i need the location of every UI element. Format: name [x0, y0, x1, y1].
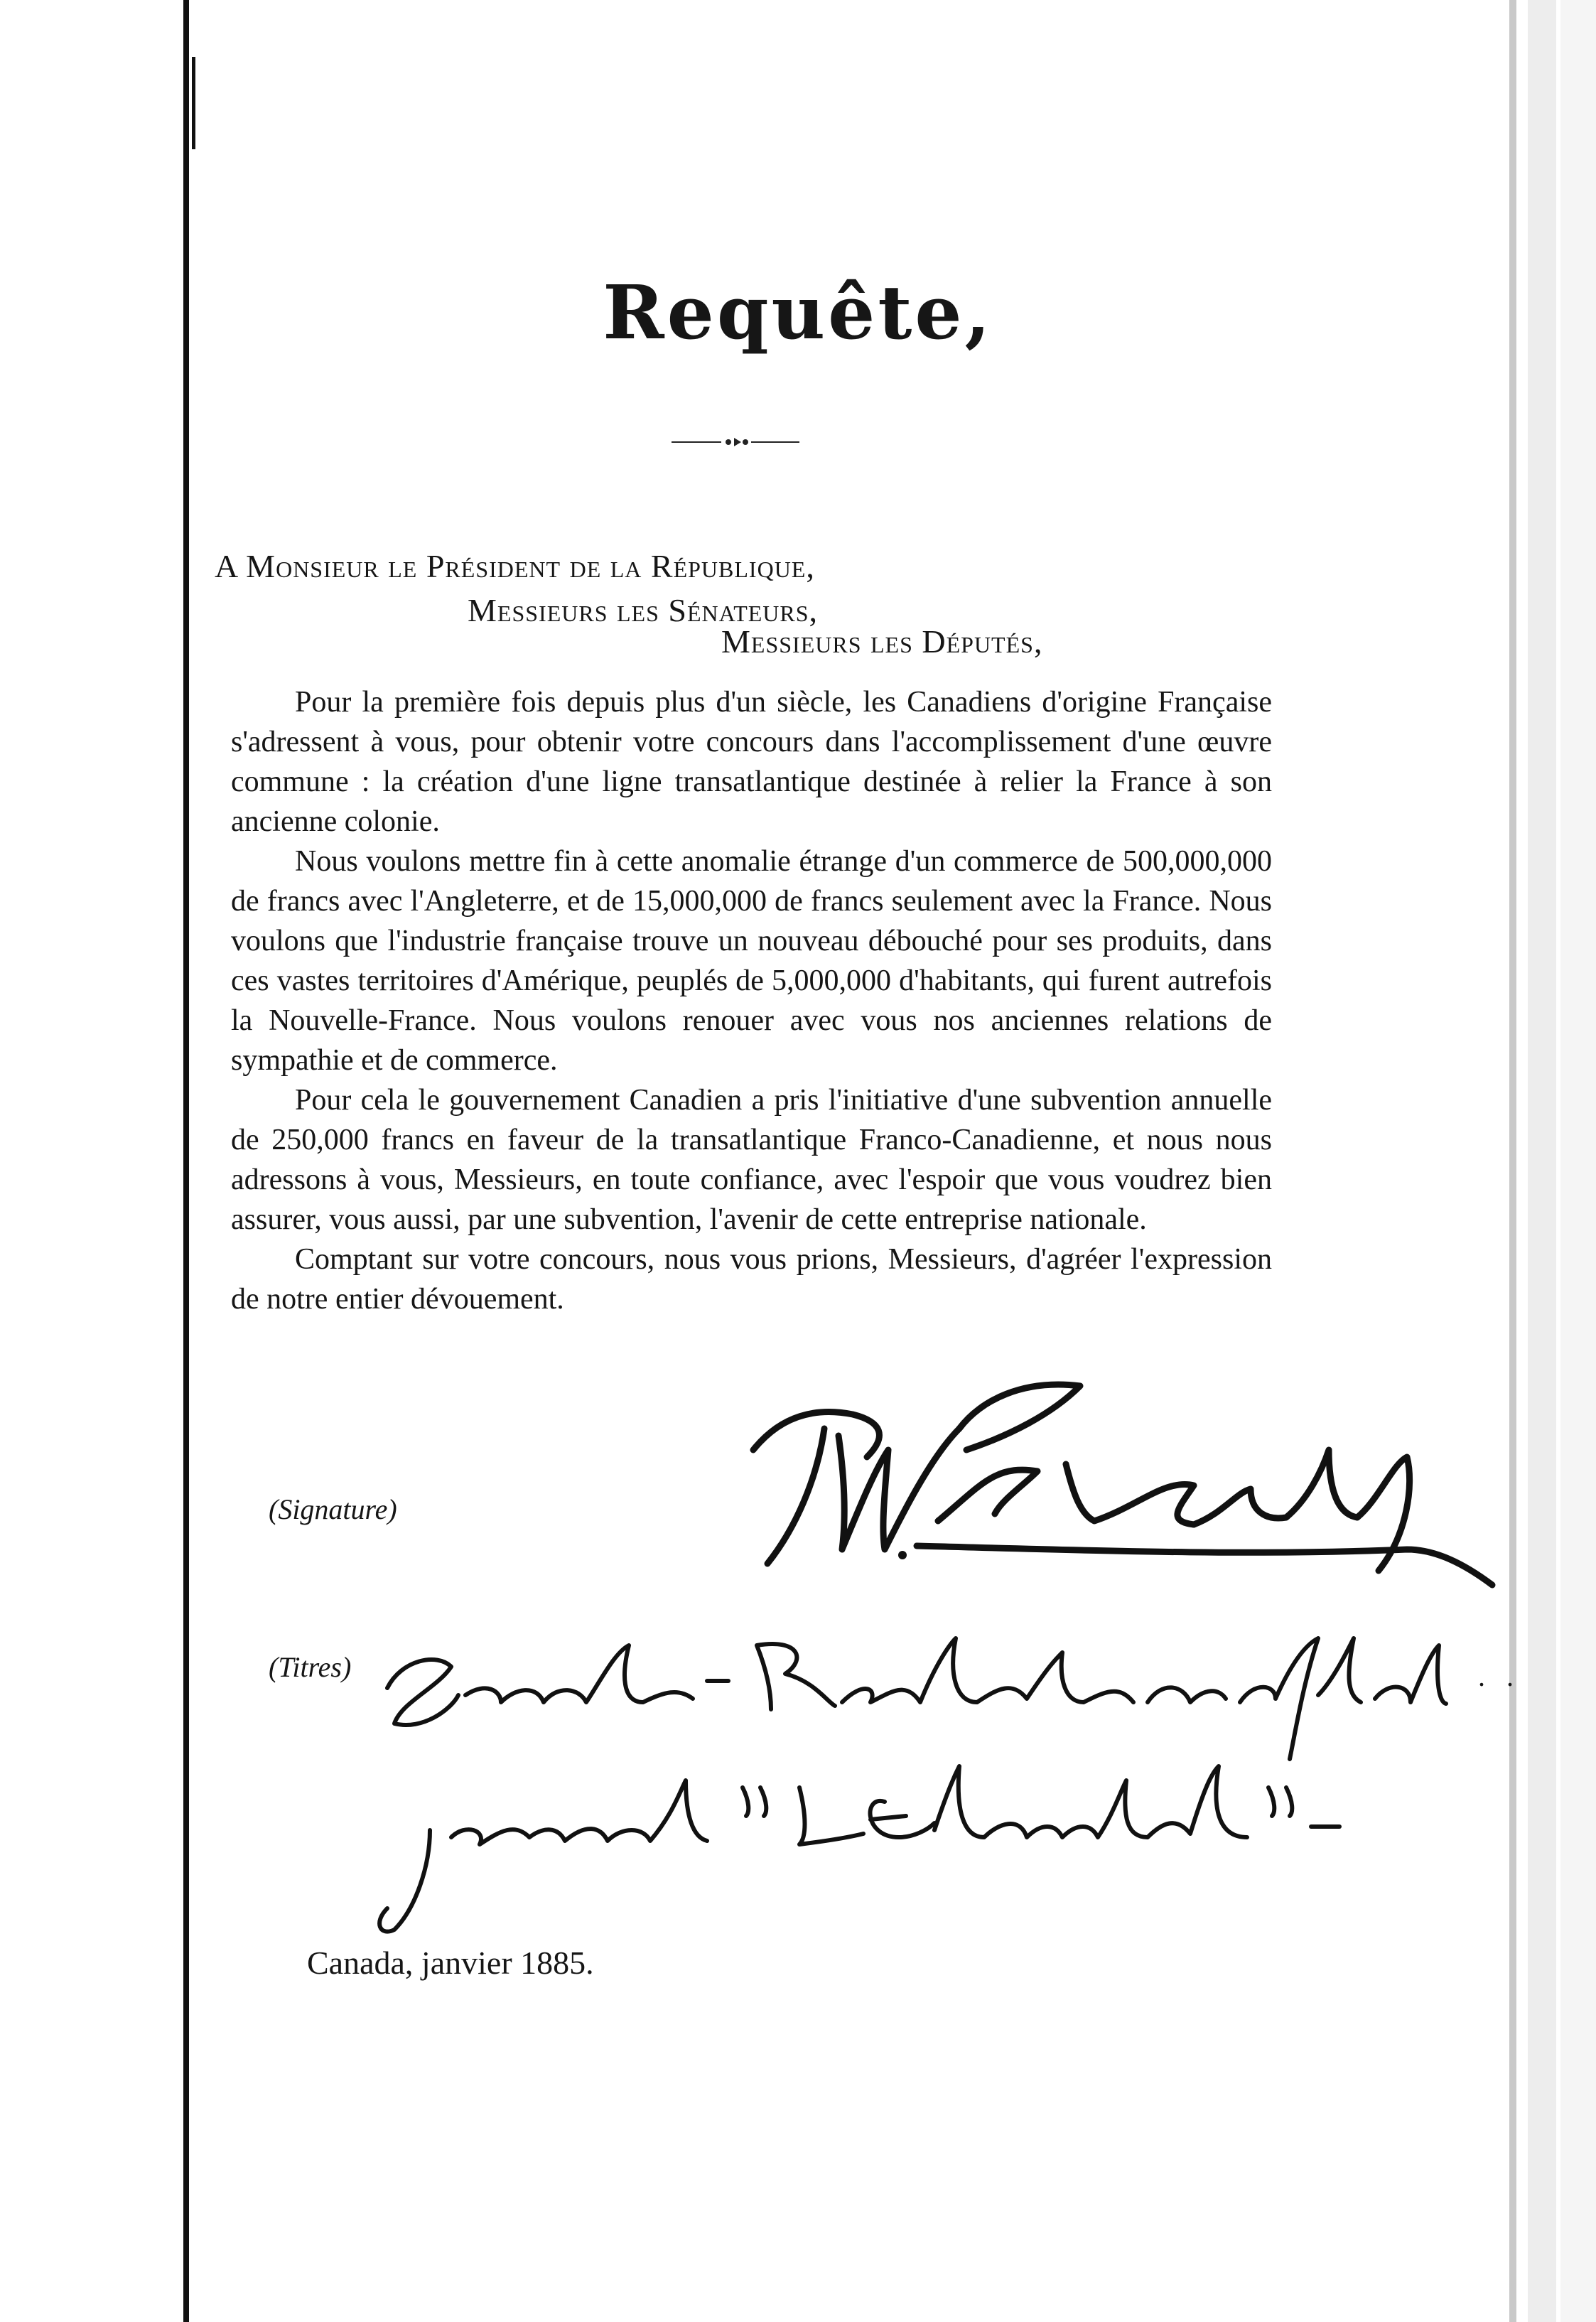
signature-label: (Signature) [269, 1493, 397, 1525]
titres-label: (Titres) [269, 1651, 352, 1683]
date-line: Canada, janvier 1885. [307, 1945, 594, 1981]
title-ornament-divider [672, 435, 799, 449]
paragraph-3: Pour cela le gouvernement Canadien a pris l'initiative d'une subvention annuelle de 250,000 francs en faveur de la transatlantique Franco-Canadienne, et nous nous adressons à vous, Messieurs, en toute confiance, avec l'espoir que vous voudrez bien assurer, vous aussi, par une subvention, l'avenir de cette entreprise nationale. [231, 1084, 1272, 1236]
document-body [231, 682, 1272, 1319]
paragraph-2: Nous voulons mettre fin à cette anomalie étrange d'un commerce de 500,000,000 de francs avec l'Angleterre, et de 15,000,000 de francs seulement avec la France. Nous voulons que l'industrie française trouve un nouveau débouché pour ses produits, dans ces vastes territoires d'Amérique, peuplés de 5,000,000 d'habitants, qui furent autrefois la Nouvelle-France. Nous voulons renouer avec vous nos anciennes relations de sympathie et de commerce. [231, 845, 1272, 1077]
address-line-senateurs: Messieurs les Sénateurs, [468, 592, 819, 628]
handwritten-signature [739, 1372, 1506, 1606]
paragraph-4: Comptant sur votre concours, nous vous prions, Messieurs, d'agréer l'expression de notre entier dévouement. [231, 1243, 1272, 1316]
handwritten-titres [373, 1624, 1453, 1944]
page-gutter-mark [192, 57, 195, 149]
address-line-president: A Monsieur le Président de la République, [215, 548, 815, 584]
address-line-deputes: Messieurs les Députés, [721, 623, 1043, 660]
margin-dots: . . [1478, 1660, 1521, 1692]
document-title: Requête, [603, 269, 993, 356]
paragraph-1: Pour la première fois depuis plus d'un siècle, les Canadiens d'origine Française s'adressent à vous, pour obtenir votre concours dans l'accomplissement d'une œuvre commune : la création d'une ligne transatlantique destinée à relier la France à son ancienne colonie. [231, 686, 1272, 838]
